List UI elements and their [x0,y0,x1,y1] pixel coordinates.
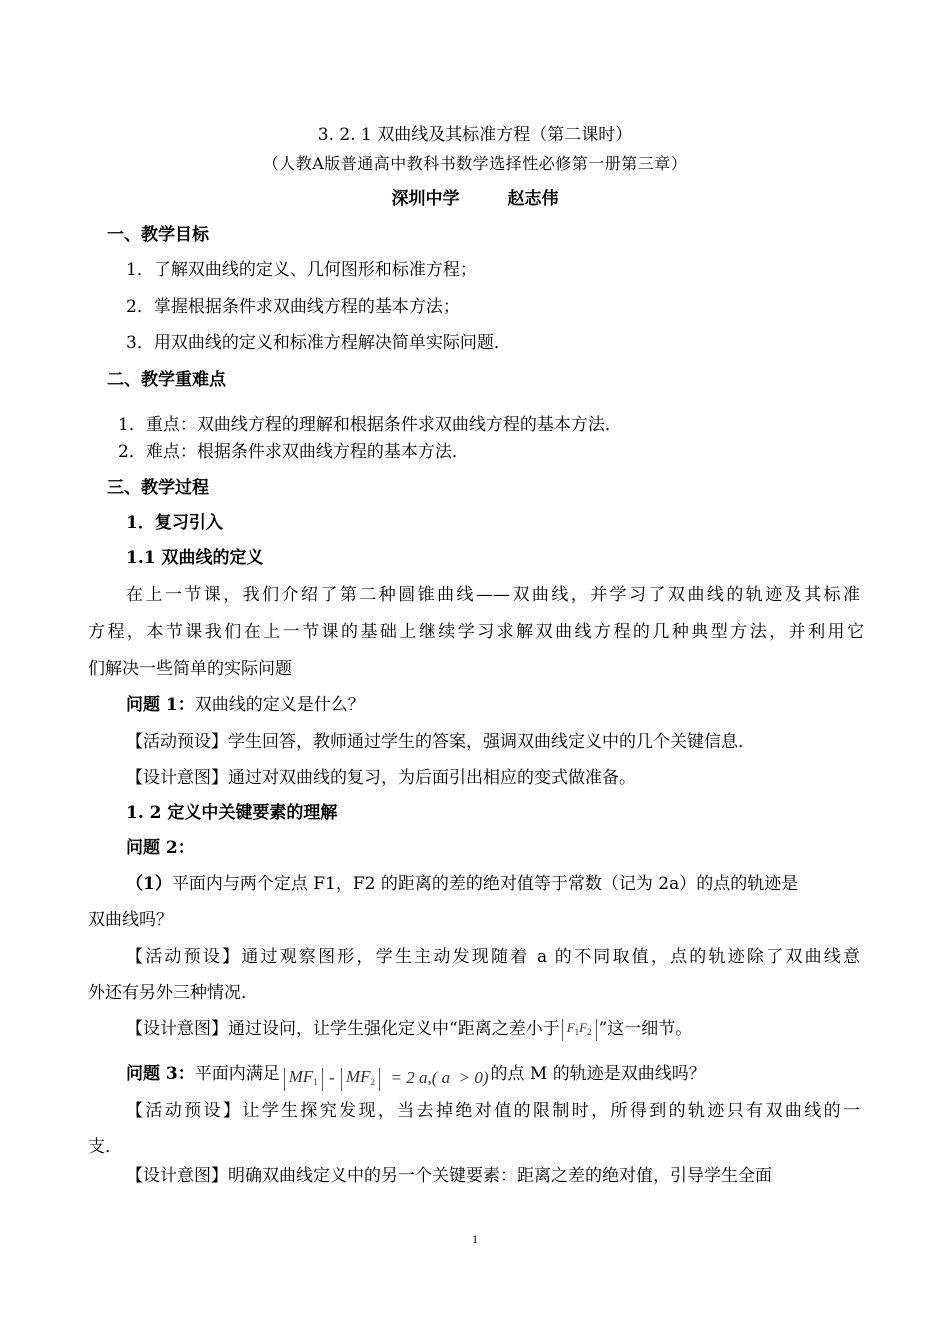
subsection-heading: 1．复习引入 [126,513,223,533]
question-text: 平面内与两个定点 F1，F2 的距离的差的绝对值等于常数（记为 2a）的点的轨迹是 [171,874,799,894]
document-title: 3. 2. 1 双曲线及其标准方程（第二课时） [317,125,633,145]
section-heading-process: 三、教学过程 [107,478,209,498]
paragraph-line: 在上一节课，我们介绍了第二种圆锥曲线——双曲线，并学习了双曲线的轨迹及其标准 [126,585,860,605]
keypoint-item: 1．重点：双曲线方程的理解和根据条件求双曲线方程的基本方法． [118,415,622,435]
subsection-heading: 1.1 双曲线的定义 [126,548,264,568]
design-note: 【设计意图】明确双曲线定义中的另一个关键要素：距离之差的绝对值，引导学生全面 [126,1166,772,1186]
question-text: 双曲线的定义是什么？ [194,695,365,715]
design-note-text: 【设计意图】通过设问，让学生强化定义中“距离之差小于 [126,1019,560,1039]
paragraph-line: 外还有另外三种情况． [88,983,258,1003]
activity-note: 【活动预设】通过观察图形，学生主动发现随着 a 的不同取值，点的轨迹除了双曲线意 [126,947,860,967]
question-3 [126,1063,706,1091]
question-text: 的点 M 的轨迹是双曲线吗？ [490,1064,706,1084]
section-heading-goals: 一、教学目标 [107,225,209,245]
author-school: 深圳中学 [391,189,460,209]
paragraph-line: 双曲线吗？ [88,910,173,930]
design-note-text: ”这一细节。 [598,1019,693,1039]
design-note [126,1018,692,1041]
design-note: 【设计意图】通过对双曲线的复习，为后面引出相应的变式做准备。 [126,768,636,788]
question-text: 平面内满足 [194,1064,280,1084]
page-number: 1 [472,1232,478,1246]
paragraph-line: 方程，本节课我们在上一节课的基础上继续学习求解双曲线方程的几种典型方法，并利用它 [88,622,864,642]
activity-note: 【活动预设】学生回答，教师通过学生的答案，强调双曲线定义中的几个关键信息． [126,732,755,752]
subsection-heading: 1. 2 定义中关键要素的理解 [126,803,338,823]
question-label: 问题 2： [126,838,195,858]
keypoint-item: 2．难点：根据条件求双曲线方程的基本方法． [118,442,469,462]
section-heading-keypoints: 二、教学重难点 [107,370,226,390]
question-2-part1 [126,873,798,895]
goal-item: 1．了解双曲线的定义、几何图形和标准方程； [126,260,477,280]
part-label: （1） [126,874,172,894]
q3-formula: MF1 - MF2 = 2 a,( a > 0) [282,1067,489,1091]
goal-item: 2．掌握根据条件求双曲线方程的基本方法； [126,297,460,317]
question-1 [126,694,365,716]
paragraph-line: 们解决一些简单的实际问题 [88,659,292,679]
author-name: 赵志伟 [507,189,559,209]
author-line [0,188,950,210]
f1f2-formula: $F_1F_2$ [562,1019,597,1041]
goal-item: 3．用双曲线的定义和标准方程解决简单实际问题． [126,333,511,353]
question-label: 问题 1： [126,695,195,715]
activity-note: 【活动预设】让学生探究发现，当去掉绝对值的限制时，所得到的轨迹只有双曲线的一 [126,1101,860,1121]
question-label: 问题 3： [126,1064,195,1084]
paragraph-line: 支． [88,1137,122,1157]
document-subtitle: （人教A版普通高中教科书数学选择性必修第一册第三章） [262,154,688,173]
